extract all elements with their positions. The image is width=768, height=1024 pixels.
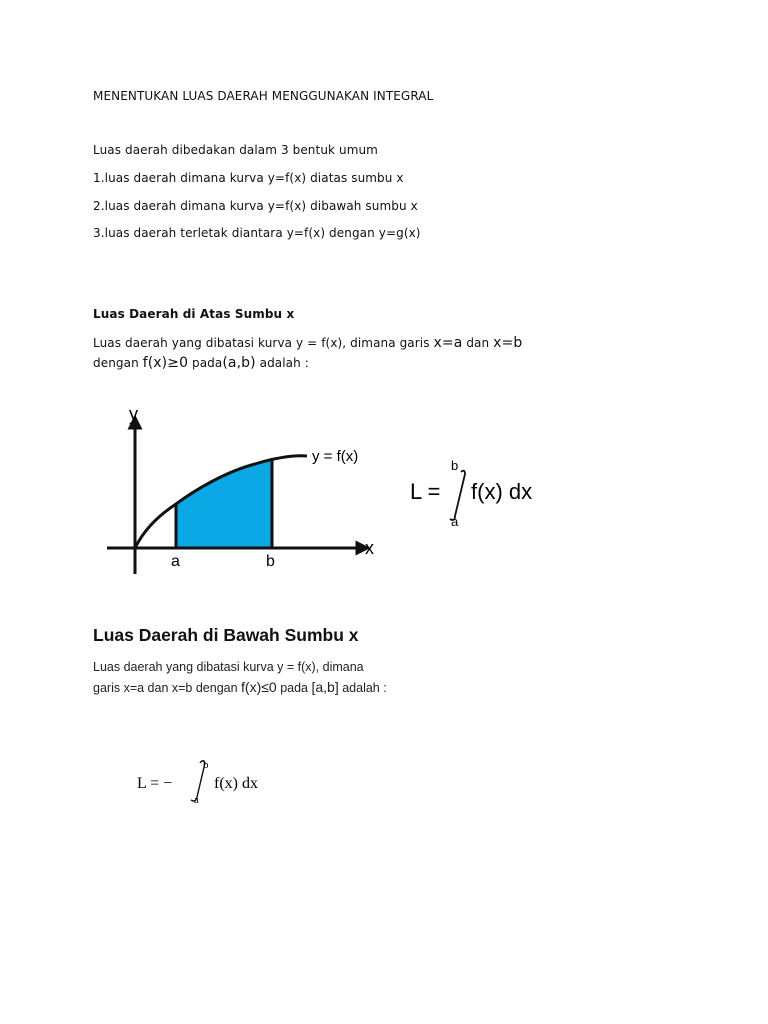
formula-lhs: L = − <box>137 775 173 792</box>
x-axis-label: x <box>365 538 374 558</box>
below-paragraph-line1: Luas daerah yang dibatasi kurva y = f(x), dimana <box>93 660 364 674</box>
formula-integrand: f(x) dx <box>214 775 258 792</box>
formula-above <box>405 450 555 535</box>
list-item: 3.luas daerah terletak diantara y=f(x) dengan y=g(x) <box>93 226 421 240</box>
above-line2-interval: (a,b) <box>222 355 256 371</box>
below-line2-text: garis x=a dan x=b dengan <box>93 681 242 695</box>
integral-lower-limit: a <box>451 514 459 529</box>
formula-below <box>135 755 285 815</box>
below-paragraph-line2 <box>93 679 387 696</box>
below-line2-cond: f(x)≤0 <box>241 679 277 695</box>
y-axis-label: y <box>129 404 138 424</box>
intro-text: Luas daerah dibedakan dalam 3 bentuk umum <box>93 143 378 157</box>
shaded-area <box>176 458 272 548</box>
formula-integrand: f(x) dx <box>471 479 533 504</box>
above-line1-dan: dan <box>462 336 494 350</box>
section-heading-above: Luas Daerah di Atas Sumbu x <box>93 307 295 321</box>
formula-lhs: L = <box>410 479 441 504</box>
b-label: b <box>266 553 275 570</box>
integral-upper-limit: b <box>203 759 209 771</box>
integral-lower-limit: a <box>194 794 199 806</box>
above-line2-end: adalah : <box>255 356 309 370</box>
integral-upper-limit: b <box>451 458 459 473</box>
section-heading-below: Luas Daerah di Bawah Sumbu x <box>93 625 359 645</box>
above-line1-x2: x=b <box>493 335 523 351</box>
area-graph <box>95 400 395 580</box>
integral-sign <box>450 471 465 520</box>
above-line2-cond: f(x)≥0 <box>142 355 189 371</box>
a-label: a <box>171 553 180 570</box>
curve-label: y = f(x) <box>312 448 359 465</box>
document-title: MENENTUKAN LUAS DAERAH MENGGUNAKAN INTEGRAL <box>93 89 434 103</box>
above-paragraph-line2 <box>93 356 309 370</box>
above-line2-dengan: dengan <box>93 356 143 370</box>
above-line2-pada: pada <box>188 356 223 370</box>
list-item: 2.luas daerah dimana kurva y=f(x) dibawah sumbu x <box>93 199 418 213</box>
above-paragraph-line1 <box>93 336 522 350</box>
below-line2-pada: pada <box>276 681 312 695</box>
above-line1-x1: x=a <box>433 335 463 351</box>
above-line1-text: Luas daerah yang dibatasi kurva y = f(x), dimana garis <box>93 336 434 350</box>
below-line2-interval: [a,b] <box>311 679 339 695</box>
list-item: 1.luas daerah dimana kurva y=f(x) diatas sumbu x <box>93 171 404 185</box>
below-line2-end: adalah : <box>338 681 387 695</box>
